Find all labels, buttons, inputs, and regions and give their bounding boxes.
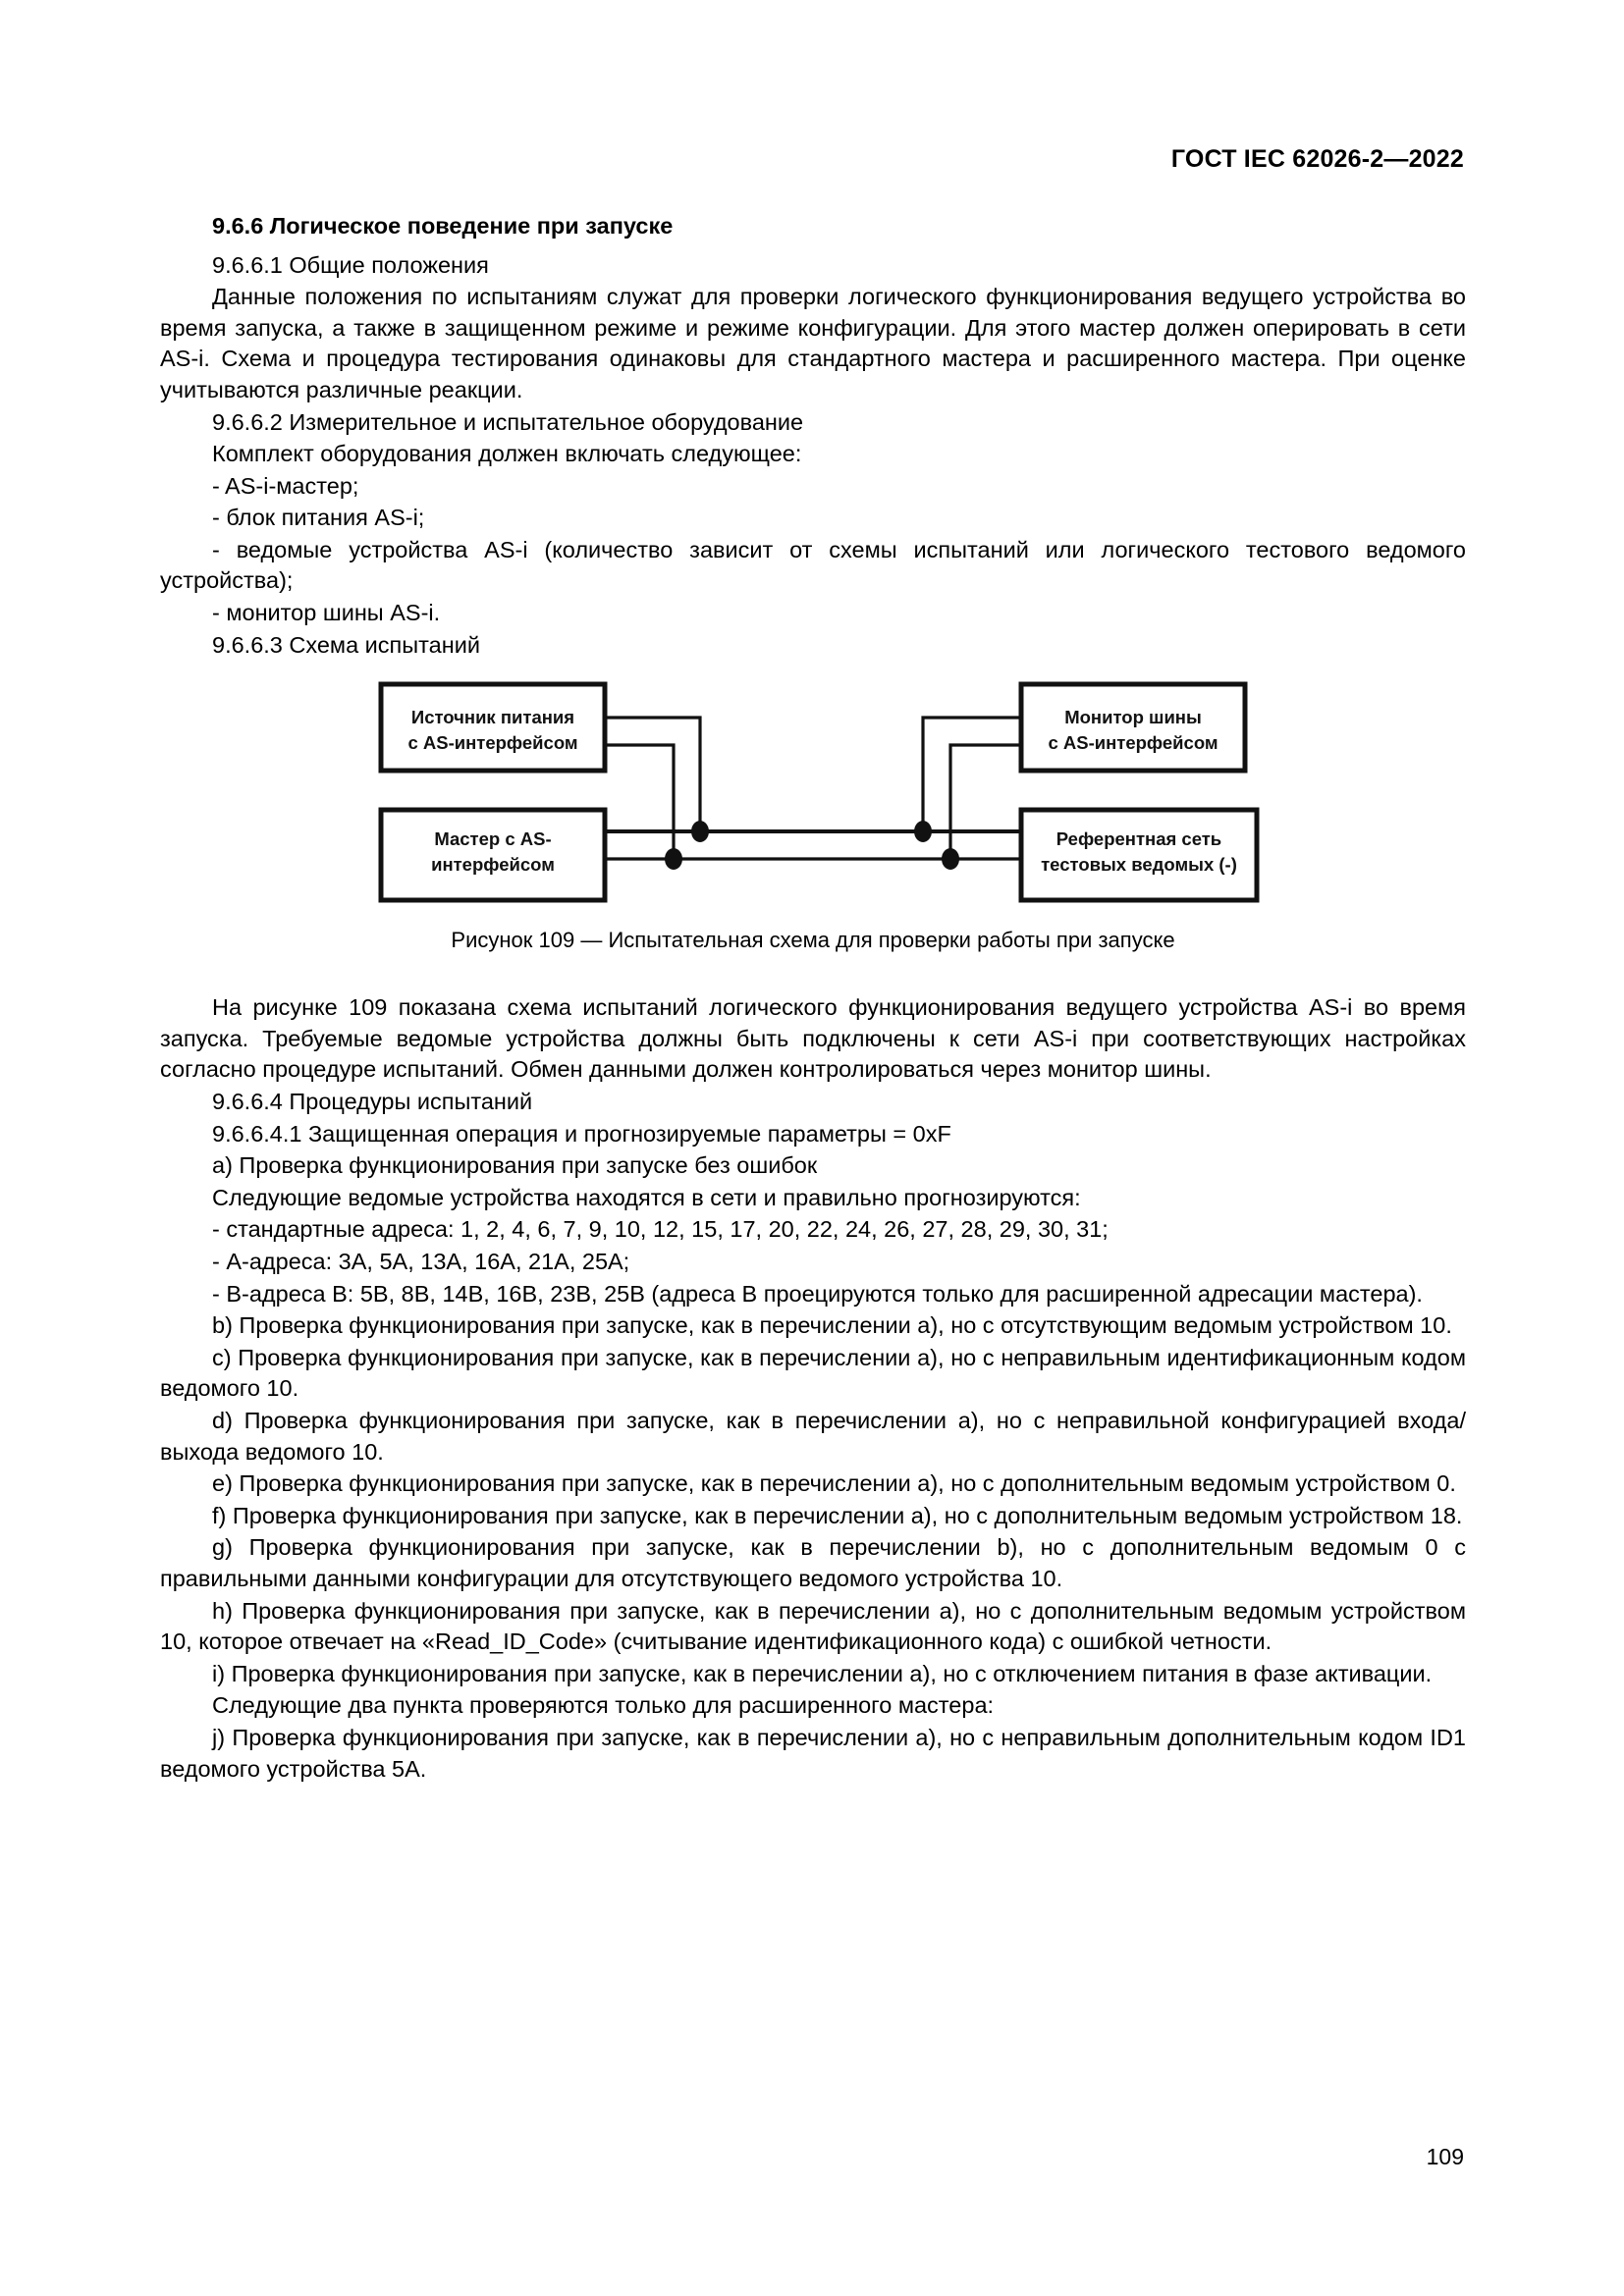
test-item-h: h) Проверка функционирования при запуске, как в перечислении a), но с дополнительным ведомым устройством 10, которое отвечает на «Read_ID_Code» (считывание идентификационного кода) с ошибкой четности. — [160, 1597, 1466, 1655]
equipment-list-item: - монитор шины AS-i. — [212, 600, 441, 626]
paragraph-equipment-intro: Комплект оборудования должен включать следующее: — [212, 441, 802, 467]
test-item-d: d) Проверка функционирования при запуске, как в перечислении a), но с неправильной конфигурацией входа/выхода ведомого 10. — [160, 1407, 1466, 1465]
address-list-item-b: - В-адреса B: 5B, 8B, 14B, 16B, 23B, 25B (адреса B проецируются только для расширенной адресации мастера). — [212, 1280, 1423, 1307]
diagram-block-bus-monitor — [1021, 684, 1245, 771]
junction-dot-2 — [665, 848, 682, 870]
paragraph-extended-master-note: Следующие два пункта проверяются только для расширенного мастера: — [212, 1692, 995, 1719]
bus-monitor-label-line2: с AS-интерфейсом — [1048, 732, 1218, 754]
wire-powersupply-lower — [605, 745, 674, 859]
diagram-junction-dots — [665, 821, 959, 870]
paragraph-slaves-intro: Следующие ведомые устройства находятся в сети и правильно прогнозируются: — [212, 1184, 1081, 1210]
junction-dot-1 — [691, 821, 709, 842]
heading-9-6-6-4: 9.6.6.4 Процедуры испытаний — [212, 1089, 533, 1115]
power-supply-box — [381, 684, 605, 771]
wire-monitor-lower — [950, 745, 1021, 859]
figure-109-caption: Рисунок 109 — Испытательная схема для проверки работы при запуске — [451, 928, 1175, 953]
master-label-line2: интерфейсом — [431, 854, 555, 876]
power-supply-label-line2: с AS-интерфейсом — [407, 732, 578, 754]
master-label-line1: Мастер с AS- — [434, 828, 552, 850]
heading-9-6-6-2: 9.6.6.2 Измерительное и испытательное оборудование — [212, 408, 804, 435]
page-number: 109 — [1426, 2144, 1464, 2169]
page-content — [160, 211, 1466, 1786]
reference-network-label-line2: тестовых ведомых (-) — [1041, 854, 1237, 876]
junction-dot-4 — [942, 848, 959, 870]
address-list-item-standard: - стандартные адреса: 1, 2, 4, 6, 7, 9, 10, 12, 15, 17, 20, 22, 24, 26, 27, 28, 29, 30, 31; — [212, 1216, 1109, 1243]
bus-monitor-label-line1: Монитор шины — [1064, 707, 1202, 728]
test-item-g: g) Проверка функционирования при запуске, как в перечислении b), но с дополнительным ведомым 0 с правильными данными конфигурации для отсутствующего ведомого устройства 10. — [160, 1534, 1466, 1591]
test-item-e: e) Проверка функционирования при запуске, как в перечислении a), но с дополнительным ведомым устройством 0. — [212, 1470, 1456, 1497]
wire-monitor-upper — [923, 718, 1021, 831]
heading-9-6-6-1: 9.6.6.1 Общие положения — [212, 251, 489, 278]
figure-109 — [160, 672, 1466, 967]
test-item-c: c) Проверка функционирования при запуске, как в перечислении a), но с неправильным идентификационным кодом ведомого 10. — [160, 1344, 1466, 1402]
reference-network-label-line1: Референтная сеть — [1056, 828, 1222, 850]
address-list-item-a: - А-адреса: 3A, 5A, 13A, 16A, 21A, 25A; — [212, 1249, 630, 1275]
wire-powersupply-upper — [605, 718, 700, 831]
test-item-a: a) Проверка функционирования при запуске без ошибок — [212, 1152, 818, 1179]
bus-monitor-box — [1021, 684, 1245, 771]
diagram-block-power-supply — [381, 684, 605, 771]
paragraph-after-figure: На рисунке 109 показана схема испытаний логического функционирования ведущего устройства AS-i во время запуска. Требуемые ведомые устройства должны быть подключены к сети AS-i при соответствующих настройках согласно процедуре испытаний. Обмен данными должен контролироваться через монитор шины. — [160, 994, 1466, 1083]
test-item-i: i) Проверка функционирования при запуске, как в перечислении a), но с отключением питания в фазе активации. — [212, 1660, 1433, 1686]
test-item-b: b) Проверка функционирования при запуске, как в перечислении a), но с отсутствующим ведомым устройством 10. — [212, 1312, 1452, 1339]
heading-9-6-6-4-1: 9.6.6.4.1 Защищенная операция и прогнозируемые параметры = 0xF — [212, 1120, 951, 1147]
power-supply-label-line1: Источник питания — [410, 707, 575, 728]
equipment-list-item: - AS-i-мастер; — [212, 472, 359, 499]
test-item-j: j) Проверка функционирования при запуске, как в перечислении a), но с неправильным дополнительным кодом ID1 ведомого устройства 5A. — [160, 1724, 1466, 1782]
document-header-standard-number: ГОСТ IEC 62026-2—2022 — [1170, 145, 1464, 173]
junction-dot-3 — [914, 821, 932, 842]
equipment-list-item: - блок питания AS-i; — [212, 505, 425, 531]
test-item-f: f) Проверка функционирования при запуске, как в перечислении a), но с дополнительным ведомым устройством 18. — [212, 1502, 1463, 1528]
equipment-list-item: - ведомые устройства AS-i (количество зависит от схемы испытаний или логического тестового ведомого устройства); — [160, 536, 1466, 594]
figure-109-diagram — [361, 672, 1265, 913]
diagram-block-master — [381, 810, 605, 900]
paragraph-general-provisions: Данные положения по испытаниям служат для проверки логического функционирования ведущего устройства во время запуска, а также в защищенном режиме и режиме конфигурации. Для этого мастер должен оперировать в сети AS-i. Схема и процедура тестирования одинаковы для стандартного мастера и расширенного мастера. При оценке учитываются различные реакции. — [160, 284, 1466, 402]
heading-9-6-6: 9.6.6 Логическое поведение при запуске — [212, 213, 674, 239]
diagram-block-reference-network — [1021, 810, 1257, 900]
heading-9-6-6-3: 9.6.6.3 Схема испытаний — [212, 631, 480, 658]
diagram-wires — [605, 718, 1021, 859]
